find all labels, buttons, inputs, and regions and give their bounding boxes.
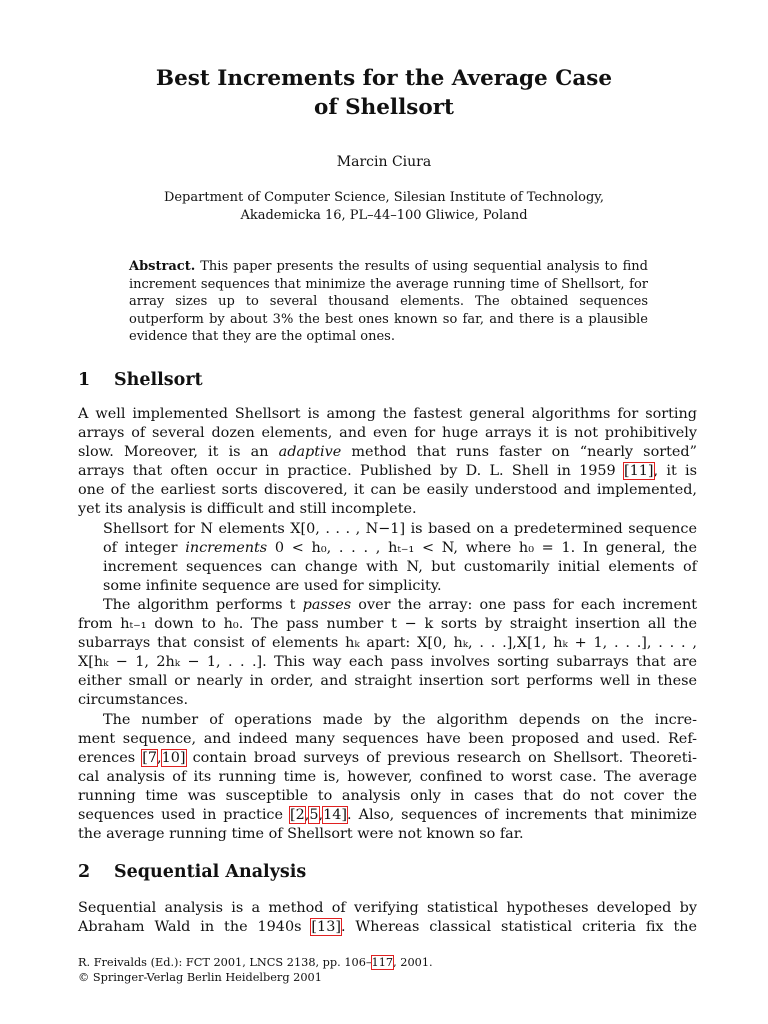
section-1-body [78, 405, 697, 844]
paragraph: Shellsort for N elements X[0, . . . , N−1] is based on a predetermined sequence of integer increments 0 < h₀, . . . , hₜ₋₁ < N, where h₀ = 1. In general, the increment sequences can change with N, but customarily initial elements of some infinite sequence are used for simplicity. [103, 520, 698, 594]
affiliation-line-2: Akademicka 16, PL–44–100 Gliwice, Poland [240, 208, 528, 223]
paragraph: The number of operations made by the algorithm depends on the incre- ment sequence, and indeed many sequences have been proposed and used. Ref- erences [7,10] contain broad surveys of previous research on Shellsort. Theoreti- cal analysis of its running time is, however, confined to worst case. The average running time was susceptible to analysis only in cases that do not cover the sequences used in practice [2,5,14]. Also, sequences of increments that minimize the average running time of Shellsort were not known so far. [78, 711, 698, 843]
section-1-number: 1 [78, 370, 91, 390]
citation-link[interactable]: [7 [142, 749, 157, 766]
footer-line-1: R. Freivalds (Ed.): FCT 2001, LNCS 2138, pp. 106–117, 2001. [78, 956, 433, 969]
citation-link[interactable]: 5 [309, 806, 319, 823]
citation-link[interactable]: [2 [290, 806, 305, 823]
page-link[interactable]: 117 [371, 956, 394, 969]
citation-link[interactable]: 10] [161, 749, 186, 766]
footer-line-2: © Springer-Verlag Berlin Heidelberg 2001 [78, 970, 322, 984]
author-name: Marcin Ciura [336, 154, 432, 170]
footer [78, 956, 433, 986]
citation-link[interactable]: [13] [311, 919, 341, 936]
title-line-1: Best Increments for the Average Case [155, 66, 613, 91]
citation-link[interactable]: 14] [323, 806, 348, 823]
paragraph: Sequential analysis is a method of verifying statistical hypotheses developed by Abraham Wald in the 1940s [13]. Whereas classical statistical criteria fix the [78, 900, 698, 936]
paragraph: The algorithm performs t passes over the array: one pass for each increment from hₜ₋₁ down to h₀. The pass number t − k sorts by straight insertion all the subarrays that consist of elements hₖ apart: X[0, hₖ, . . .],X[1, hₖ + 1, . . .], . . . , X[hₖ − 1, 2hₖ − 1, . . .]. This way each pass involves sorting subarrays that are either small or nearly in order, and straight insertion sort performs well in these circumstances. [78, 596, 698, 709]
section-2-number: 2 [78, 862, 91, 882]
section-1-heading [78, 370, 203, 390]
affiliation-line-1: Department of Computer Science, Silesian Institute of Technology, [163, 190, 605, 205]
section-1-title: Shellsort [114, 370, 203, 390]
section-2-heading [78, 862, 306, 882]
citation-link[interactable]: [11] [623, 463, 654, 480]
section-2-body [78, 899, 697, 937]
affiliation [0, 189, 768, 225]
paper-title [0, 64, 768, 122]
title-line-2: of Shellsort [314, 95, 454, 120]
paragraph: A well implemented Shellsort is among the fastest general algorithms for sorting arrays of several dozen elements, and even for huge arrays it is not prohibitively slow. Moreover, it is an adaptive method that runs faster on “nearly sorted” arrays that often occur in practice. Published by D. L. Shell in 1959 [11], it is one of the earliest sorts discovered, it can be easily understood and implemented, yet its analysis is difficult and still incomplete. [78, 406, 697, 518]
abstract-text: This paper presents the results of using sequential analysis to find increment sequences that minimize the average running time of Shellsort, for array sizes up to several thousand elements. The obtained sequences outperform by about 3% the best ones known so far, and there is a plausible evidence that they are the optimal ones. [129, 259, 648, 345]
abstract [129, 258, 648, 346]
abstract-label: Abstract. [129, 259, 196, 274]
section-2-title: Sequential Analysis [114, 862, 307, 882]
